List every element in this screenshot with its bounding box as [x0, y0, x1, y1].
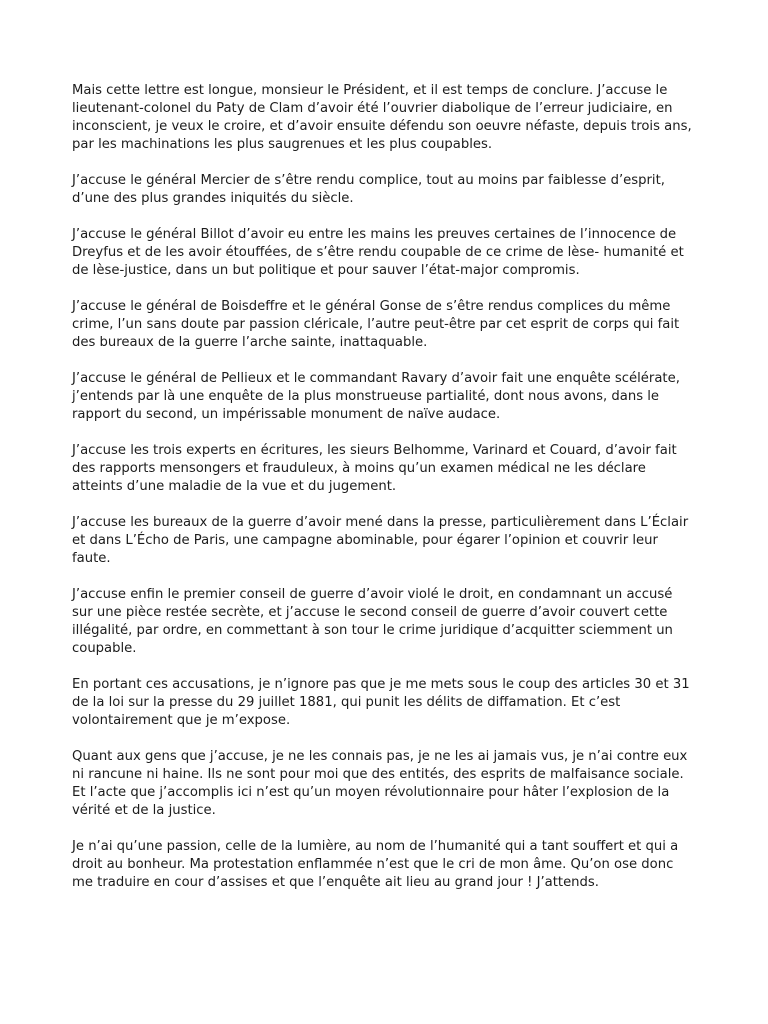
- paragraph-boisdeffre-gonse: J’accuse le général de Boisdeffre et le général Gonse de s’être rendus complices du même crime, l’un sans doute par passion cléricale, l’autre peut-être par cet esprit de corps qui fait des bureaux de la guerre l’arche sainte, inattaquable.: [72, 299, 680, 350]
- paragraph-pellieux-ravary: J’accuse le général de Pellieux et le commandant Ravary d’avoir fait une enquête scélérate, j’entends par là une enquête de la plus monstrueuse partialité, dont nous avons, dans le rapport du second, un impérissable monument de naïve audace.: [72, 371, 680, 422]
- paragraph-passion-lumiere: Je n’ai qu’une passion, celle de la lumière, au nom de l’humanité qui a tant souffert et qui a droit au bonheur. Ma protestation enflammée n’est que le cri de mon âme. Qu’on ose donc me traduire en cour d’assises et que l’enquête ait lieu au grand jour ! J’attends.: [72, 839, 679, 890]
- paragraph-conclusion-du-paty-de-clam: Mais cette lettre est longue, monsieur le Président, et il est temps de conclure. J’accuse le lieutenant-colonel du Paty de Clam d’avoir été l’ouvrier diabolique de l’erreur judiciaire, en inconscient, je veux le croire, et d’avoir ensuite défendu son oeuvre néfaste, depuis trois ans, par les machinations les plus saugrenues et les plus coupables.: [72, 83, 692, 152]
- paragraph-mercier: J’accuse le général Mercier de s’être rendu complice, tout au moins par faiblesse d’esprit, d’une des plus grandes iniquités du siècle.: [72, 173, 665, 206]
- paragraph-gens-accuses: Quant aux gens que j’accuse, je ne les connais pas, je ne les ai jamais vus, je n’ai contre eux ni rancune ni haine. Ils ne sont pour moi que des entités, des esprits de malfaisance sociale. Et l’acte que j’accomplis ici n’est qu’un moyen révolutionnaire pour hâter l’explosion de la vérité et de la justice.: [72, 749, 688, 818]
- document-body: [72, 82, 697, 892]
- paragraph-accusations-loi: En portant ces accusations, je n’ignore pas que je me mets sous le coup des articles 30 et 31 de la loi sur la presse du 29 juillet 1881, qui punit les délits de diffamation. Et c’est volontairement que je m’expose.: [72, 677, 690, 728]
- paragraph-conseils-de-guerre: J’accuse enfin le premier conseil de guerre d’avoir violé le droit, en condamnant un accusé sur une pièce restée secrète, et j’accuse le second conseil de guerre d’avoir couvert cette illégalité, par ordre, en commettant à son tour le crime juridique d’acquitter sciemment un coupable.: [72, 587, 673, 656]
- paragraph-billot: J’accuse le général Billot d’avoir eu entre les mains les preuves certaines de l’innocence de Dreyfus et de les avoir étouffées, de s’être rendu coupable de ce crime de lèse- humanité et de lèse-justice, dans un but politique et pour sauver l’état-major compromis.: [72, 227, 684, 278]
- paragraph-experts: J’accuse les trois experts en écritures, les sieurs Belhomme, Varinard et Couard, d’avoir fait des rapports mensongers et frauduleux, à moins qu’un examen médical ne les déclare atteints d’une maladie de la vue et du jugement.: [72, 443, 677, 494]
- paragraph-bureaux-guerre: J’accuse les bureaux de la guerre d’avoir mené dans la presse, particulièrement dans L’Éclair et dans L’Écho de Paris, une campagne abominable, pour égarer l’opinion et couvrir leur faute.: [72, 515, 689, 566]
